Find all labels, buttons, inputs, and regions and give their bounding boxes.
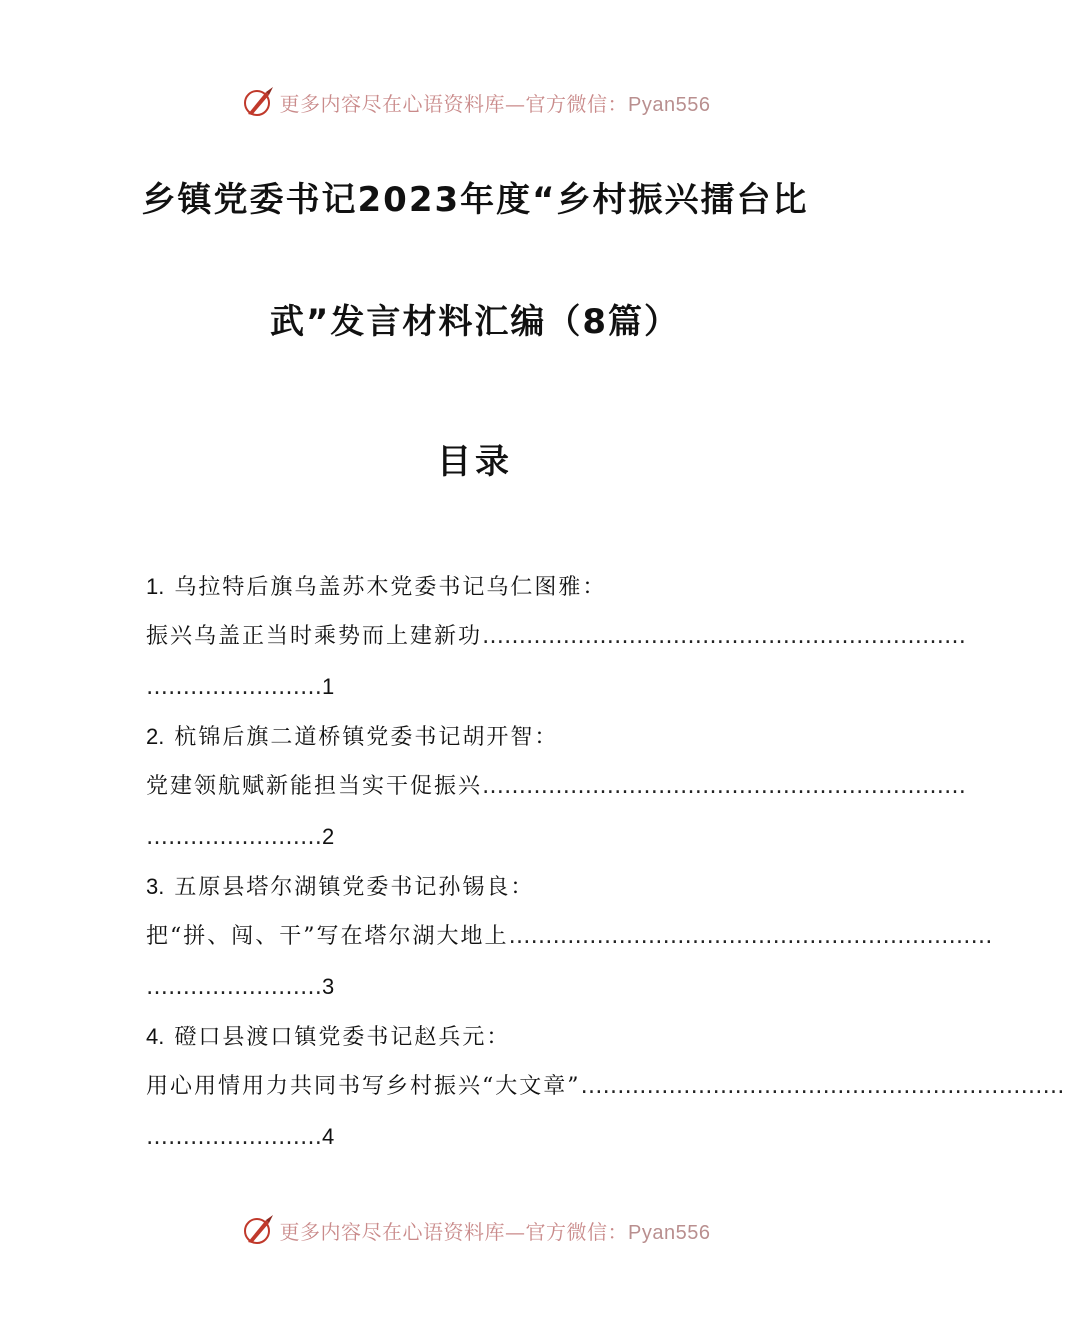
toc-entry-number: 4.: [146, 1024, 165, 1049]
toc-entry-page: 4: [322, 1124, 335, 1149]
toc-entry-page: 3: [322, 974, 335, 999]
toc-entry-subtitle: 用心用情用力共同书写乡村振兴“大文章”: [146, 1074, 581, 1099]
toc-entry[interactable]: [146, 1016, 1065, 1166]
toc-entry[interactable]: [146, 866, 993, 1016]
toc-entry-subtitle: 振兴乌盖正当时乘势而上建新功: [146, 624, 483, 649]
toc-entry-author: 乌拉特后旗乌盖苏木党委书记乌仁图雅：: [174, 575, 607, 600]
toc-entry-author: 磴口县渡口镇党委书记赵兵元：: [174, 1025, 511, 1050]
toc-leader-dots: …………………………………………………………: [508, 924, 993, 949]
toc-entry-author: 五原县塔尔湖镇党委书记孙锡良：: [174, 875, 535, 900]
footer-watermark: [0, 1210, 950, 1250]
toc-entry-subtitle: 党建领航赋新能担当实干促振兴: [146, 774, 483, 799]
toc-leader-dots: ……………………: [146, 975, 322, 1000]
toc-entry-author: 杭锦后旗二道桥镇党委书记胡开智：: [174, 725, 559, 750]
toc-entry-page: 1: [322, 674, 335, 699]
toc-entry-subtitle: 把“拼、闯、干”写在塔尔湖大地上: [146, 924, 509, 949]
toc-leader-dots: ……………………: [146, 675, 322, 700]
table-of-contents: [146, 566, 1065, 1166]
toc-entry[interactable]: [146, 716, 967, 866]
toc-heading: 目录: [437, 442, 513, 482]
toc-leader-dots: …………………………………………………………: [482, 774, 967, 799]
watermark-text: 更多内容尽在心语资料库—官方微信：Pyan556: [279, 91, 711, 116]
document-title-line-2: 武”发言材料汇编（8篇）: [269, 302, 680, 342]
toc-entry-number: 3.: [146, 874, 165, 899]
wechat-id: Pyan556: [628, 93, 711, 116]
toc-leader-dots: ……………………: [146, 825, 322, 850]
toc-entry-number: 2.: [146, 724, 165, 749]
toc-leader-dots: ……………………: [146, 1125, 322, 1150]
toc-entry[interactable]: [146, 566, 967, 716]
watermark-text: 更多内容尽在心语资料库—官方微信：Pyan556: [279, 1219, 711, 1244]
wechat-id: Pyan556: [628, 1221, 711, 1244]
quill-pen-icon: [240, 1212, 276, 1248]
toc-leader-dots: …………………………………………………………: [580, 1074, 1065, 1099]
toc-leader-dots: …………………………………………………………: [482, 624, 967, 649]
toc-entry-page: 2: [322, 824, 335, 849]
quill-pen-icon: [240, 84, 276, 120]
document-title-line-1: 乡镇党委书记2023年度“乡村振兴擂台比: [141, 180, 809, 220]
header-watermark: [0, 82, 950, 122]
toc-entry-number: 1.: [146, 574, 165, 599]
